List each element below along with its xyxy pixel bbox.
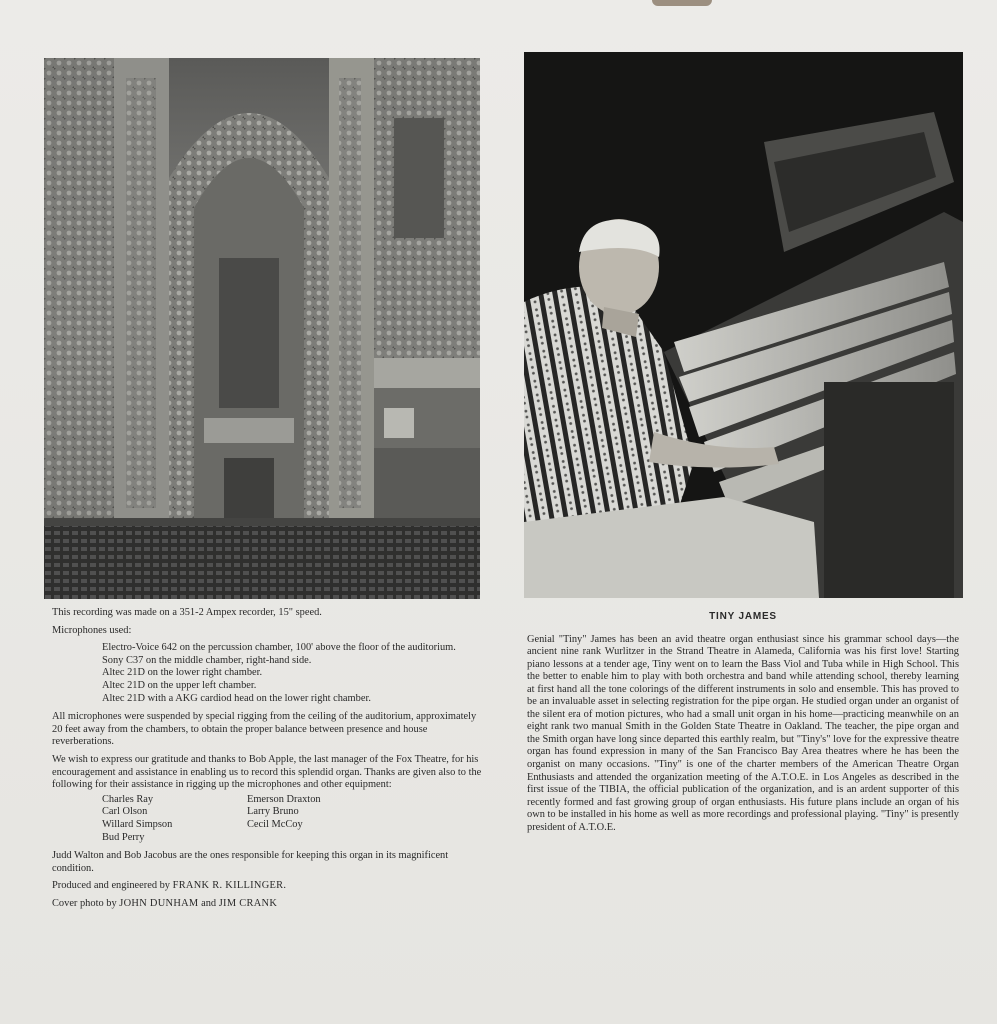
thanks-name: Charles Ray (102, 793, 154, 805)
production-credit (52, 880, 488, 893)
microphone-item: Altec 21D with a AKG cardiod head on the lower right chamber. (102, 692, 371, 704)
biography (527, 611, 959, 834)
photo-caption: TINY JAMES (709, 611, 777, 622)
thanks-name: Bud Perry (102, 831, 145, 843)
thanks-name: Cecil McCoy (247, 818, 303, 830)
cover-and: and (201, 897, 217, 909)
recording-note: This recording was made on a 351-2 Ampex recorder, 15" speed. (52, 607, 322, 618)
microphone-item: Electro-Voice 642 on the percussion chamber, 100' above the floor of the auditorium. (102, 642, 456, 654)
theatre-interior-photo (44, 58, 480, 599)
produced-label: Produced and engineered by (52, 880, 171, 892)
cover-label: Cover photo by (52, 897, 117, 909)
microphone-item: Altec 21D on the upper left chamber. (102, 679, 257, 691)
organist-photo (524, 52, 963, 598)
thanks-names (102, 794, 488, 844)
thanks-name: Carl Olson (102, 806, 148, 818)
thanks-name: Willard Simpson (102, 818, 173, 830)
microphones-heading: Microphones used: (52, 624, 132, 636)
thanks-name: Larry Bruno (247, 806, 299, 818)
thanks-paragraph: We wish to express our gratitude and thanks to Bob Apple, the last manager of the Fox Theatre, for his encouragement and assistance in enabling us to record this splendid organ. Thanks are given also to the following for their assistance in rigging up the microphones and other equipment: (52, 753, 482, 791)
paper-tab (652, 0, 712, 6)
cover-credit (52, 898, 488, 911)
maintenance-note: Judd Walton and Bob Jacobus are the ones responsible for keeping this organ in its magnificent condition. (52, 850, 449, 874)
microphone-item: Altec 21D on the lower right chamber. (102, 667, 263, 679)
microphone-item: Sony C37 on the middle chamber, right-hand side. (102, 654, 312, 666)
photographer-name: JOHN DUNHAM (119, 897, 199, 909)
biography-text: Genial "Tiny" James has been an avid theatre organ enthusiast since his grammar school days—the ancient nine rank Wurlitzer in the Strand Theatre in Alameda, California was his first love! Starting piano lessons at a tender age, Tiny went on to learn the Bass Viol and Tuba while in High School. This the better to enable him to play with both orchestra and band while attending school, thereby learning at first hand all the tone colorings of the different instruments in solo and ensemble. This has proved to be an invaluable asset in selecting registration for the pipe organ. He studied organ under an organist of the silent era of motion pictures, who had a small unit organ in his home—practicing meanwhile on an eight rank two manual Smith in the Golden State Theatre in Oakland. The teacher, the pipe organ and the Smith organ have long since departed this earthly realm, but "Tiny's" love for the expressive theatre organ has found expression in many of the San Francisco Bay Area theatres where he has been the organist on many occasions. "Tiny" is one of the charter members of the American Theatre Organ Enthusiasts and attended the organization meeting of the A.T.O.E. in Los Angeles as described in the first issue of the TIBIA, the official publication of the organization, and is an ardent supporter of this recently formed and fast growing group of organ enthusiasts. His future plans include an organ of his own to be installed in his home as well as more recordings and professional playing. "Tiny" is presently president of A.T.O.E. (527, 633, 959, 833)
microphone-list (102, 642, 488, 705)
thanks-name: Emerson Draxton (247, 793, 321, 805)
producer-name: FRANK R. KILLINGER. (172, 880, 287, 892)
recording-notes (52, 607, 488, 915)
suspension-note: All microphones were suspended by special rigging from the ceiling of the auditorium, approximately 20 feet away from the chambers, to obtain the proper balance between presence and house reverberations. (52, 711, 477, 748)
photographer-name: JIM CRANK (218, 897, 278, 909)
